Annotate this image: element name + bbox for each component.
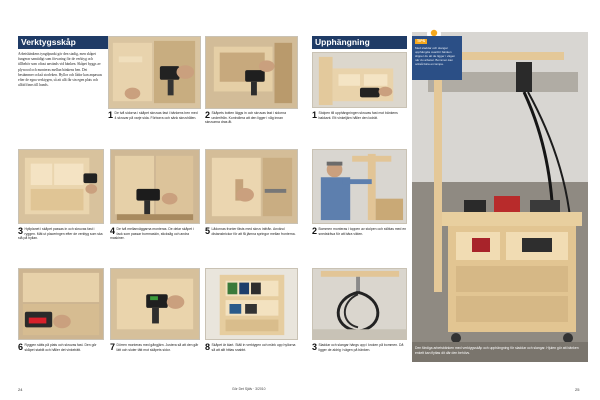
step-6-caption: 6 Ryggen sätts på plats och skruvas fast. Den gör skåpet stabilt och håller det vinkelrätt. — [18, 342, 97, 352]
step-4-photo — [110, 149, 200, 224]
upphangning-step-2-photo — [312, 149, 407, 224]
left-page-number: 24 — [18, 387, 23, 392]
upphangning-step-1-photo — [312, 52, 407, 108]
step-2-caption: 2 Skåpets botten läggs in och skruvas fast i sidorna underifrån. Kontrollera att den ligger i våg innan skruvarna dras åt. — [205, 110, 286, 125]
step-5-photo — [205, 149, 298, 224]
upphangning-step-1-caption: 1 Stolpen till upphängningen skruvas fast mot bänkens bakkant. Ett vinkeljärn håller den lodrät. — [312, 110, 398, 120]
left-section-title: Verktygsskåp — [18, 36, 108, 49]
step-6-photo — [18, 268, 104, 340]
upphangning-step-2-caption: 2 Bommen monteras i toppen av stolpen och stöttas med en snedsträva för att bära vikten. — [312, 226, 407, 236]
tip-text: Med sladdar och slangar upphängda ovanför bänken slipper du att de ligger i vägen när du arbetar. Bommen kan också bära en lampa. — [415, 46, 456, 66]
step-8-photo — [205, 268, 298, 340]
step-3-photo — [18, 149, 104, 224]
step-7-photo — [110, 268, 200, 340]
tip-box — [412, 36, 462, 80]
magazine-footer: Gör Det Själv · 3/2010 — [232, 387, 266, 391]
step-2-photo — [205, 36, 298, 109]
step-3-caption: 3 Hyllplanet i skåpet passas in och skruvas fast i ryggen. Mät ut placeringen efter de verktyg som ska stå på hyllan. — [18, 226, 103, 241]
finished-workbench-photo — [412, 32, 588, 362]
finished-workbench-caption: Den färdiga arbetsbänken med verktygsskåp och upphängning för sladdar och slangar. Hjulen gör att bänken enkelt kan flyttas dit där den behövs. — [415, 346, 579, 355]
step-1-photo — [108, 36, 201, 109]
upphangning-step-3-photo — [312, 268, 407, 340]
right-page-number: 25 — [575, 387, 580, 392]
upphangning-step-3-caption: 3 Sladdar och slangar hängs upp i kroken på bommen. Då ligger de aldrig i vägen på bänken. — [312, 342, 404, 352]
step-8-caption: 8 Skåpet är klart. Ställ in verktygen och märk upp hyllorna så att allt hittas snabbt. — [205, 342, 296, 352]
tip-label: TIPS — [417, 39, 425, 43]
left-intro-text: Arbetsbänkens tyngdpunkt gör den stadig, men skåpet fungerar samtidigt som förvaring för de verktyg och tillbehör som oftast används vid bänken. Skåpet byggs av plywood och monteras mellan bänkens ben. Det bestämmer också storleken. Hyllor och lådor kan anpassas efter de egna verktygen, så att allt får sin egen plats och alltid finns till hands. — [18, 52, 103, 88]
step-4-caption: 4 De två mellanväggarna monteras. De delar skåpet i fack som passar borrmaskin, sticksåg och andra maskiner. — [110, 226, 194, 241]
step-1-caption: 1 De två sidorna i skåpet skruvas fast i bänkens ben med 4 skruvar på varje sida. Förborra och sänk skruvhålen. — [108, 110, 198, 120]
step-5-caption: 5 Lådornas fronter fästs med skruv inifrån. Använd distansbrickor för att få jämna springor mellan fronterna. — [205, 226, 296, 236]
step-7-caption: 7 Dörren monteras med gångjärn. Justera så att den går lätt och sluter tätt mot skåpets sidor. — [110, 342, 199, 352]
right-section-title: Upphängning — [312, 36, 407, 49]
